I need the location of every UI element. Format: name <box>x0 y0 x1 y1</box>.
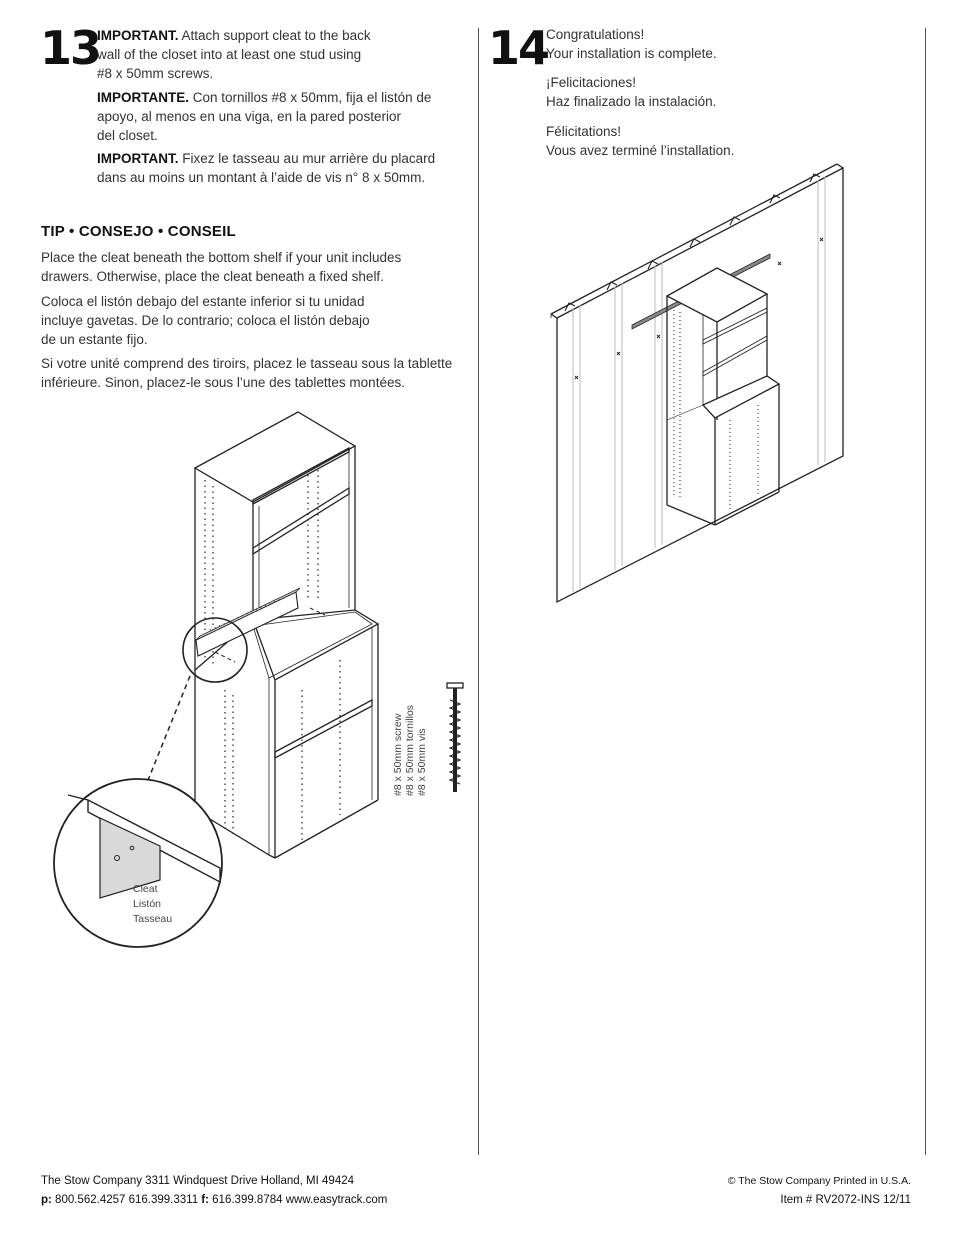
tip-fr-line1: Si votre unité comprend des tiroirs, placez le tasseau sous la tablette <box>41 356 453 371</box>
cleat-label-es: Listón <box>133 898 162 910</box>
step-14-fr-line2: Vous avez terminé l’installation. <box>546 143 735 158</box>
fax-and-website: 616.399.8784 www.easytrack.com <box>208 1194 388 1206</box>
step-14-english <box>546 25 717 63</box>
completed-installation-illustration <box>540 160 850 610</box>
tip-en-line2: drawers. Otherwise, place the cleat beneath a fixed shelf. <box>41 269 384 284</box>
screw-label <box>392 686 428 796</box>
cleat-label-fr: Tasseau <box>133 913 173 925</box>
item-number: Item # RV2072-INS 12/11 <box>780 1194 911 1206</box>
important-label: IMPORTANT. <box>97 28 179 43</box>
footer-left <box>41 1172 387 1210</box>
tip-es-line3: de un estante fijo. <box>41 332 148 347</box>
tip-en-line1: Place the cleat beneath the bottom shelf if your unit includes <box>41 250 402 265</box>
step-13-english <box>97 26 467 83</box>
tip-title: TIP • CONSEJO • CONSEIL <box>41 223 236 240</box>
company-address: The Stow Company 3311 Windquest Drive Holland, MI 49424 <box>41 1175 355 1187</box>
right-page-border <box>925 28 926 1155</box>
step-13-es-line2: apoyo, al menos en una viga, en la pared posterior <box>97 109 401 124</box>
phone-label: p: <box>41 1194 52 1206</box>
step-13-es-line3: del closet. <box>97 128 158 143</box>
cabinet-cleat-illustration <box>0 400 480 960</box>
contact-line <box>41 1191 387 1210</box>
step-13-es-line1: Con tornillos #8 x 50mm, fija el listón de <box>192 90 432 105</box>
tip-french <box>41 354 473 392</box>
tip-es-line2: incluye gavetas. De lo contrario; coloca el listón debajo <box>41 313 370 328</box>
step-14-es-line2: Haz finalizado la instalación. <box>546 94 717 109</box>
step-14-number: 14 <box>488 21 549 75</box>
step-13-spanish <box>97 88 472 145</box>
step-14-spanish <box>546 73 716 111</box>
step-13-en-line2: wall of the closet into at least one stud using <box>97 47 362 62</box>
tip-fr-line2: inférieure. Sinon, placez-le sous l’une des tablettes montées. <box>41 375 405 390</box>
screw-label-fr: #8 x 50mm vis <box>416 728 428 796</box>
footer-right <box>728 1172 911 1210</box>
tip-es-line1: Coloca el listón debajo del estante inferior si tu unidad <box>41 294 365 309</box>
step-13-french <box>97 149 472 187</box>
copyright: © The Stow Company Printed in U.S.A. <box>727 1175 911 1187</box>
step-14-en-line1: Congratulations! <box>546 27 645 42</box>
step-14-french <box>546 122 734 160</box>
phone-numbers: 800.562.4257 616.399.3311 <box>51 1194 202 1206</box>
step-14-en-line2: Your installation is complete. <box>546 46 717 61</box>
step-14-fr-line1: Félicitations! <box>546 124 622 139</box>
importante-label: IMPORTANTE. <box>97 90 189 105</box>
fax-label: f: <box>201 1194 209 1206</box>
step-13-fr-line1: Fixez le tasseau au mur arrière du placard <box>182 151 436 166</box>
cleat-label-en: Cleat <box>133 883 158 895</box>
screw-label-es: #8 x 50mm tornillos <box>404 704 416 796</box>
step-13-en-line1: Attach support cleat to the back <box>181 28 371 43</box>
step-13-number: 13 <box>40 21 101 75</box>
screw-label-en: #8 x 50mm screw <box>392 713 404 796</box>
important-fr-label: IMPORTANT. <box>97 151 179 166</box>
cleat-callout <box>133 882 172 927</box>
step-13-en-line3: #8 x 50mm screws. <box>97 66 214 81</box>
tip-english <box>41 248 471 286</box>
tip-spanish <box>41 292 471 349</box>
step-14-es-line1: ¡Felicitaciones! <box>546 75 637 90</box>
step-13-fr-line2: dans au moins un montant à l’aide de vis n° 8 x 50mm. <box>97 170 426 185</box>
